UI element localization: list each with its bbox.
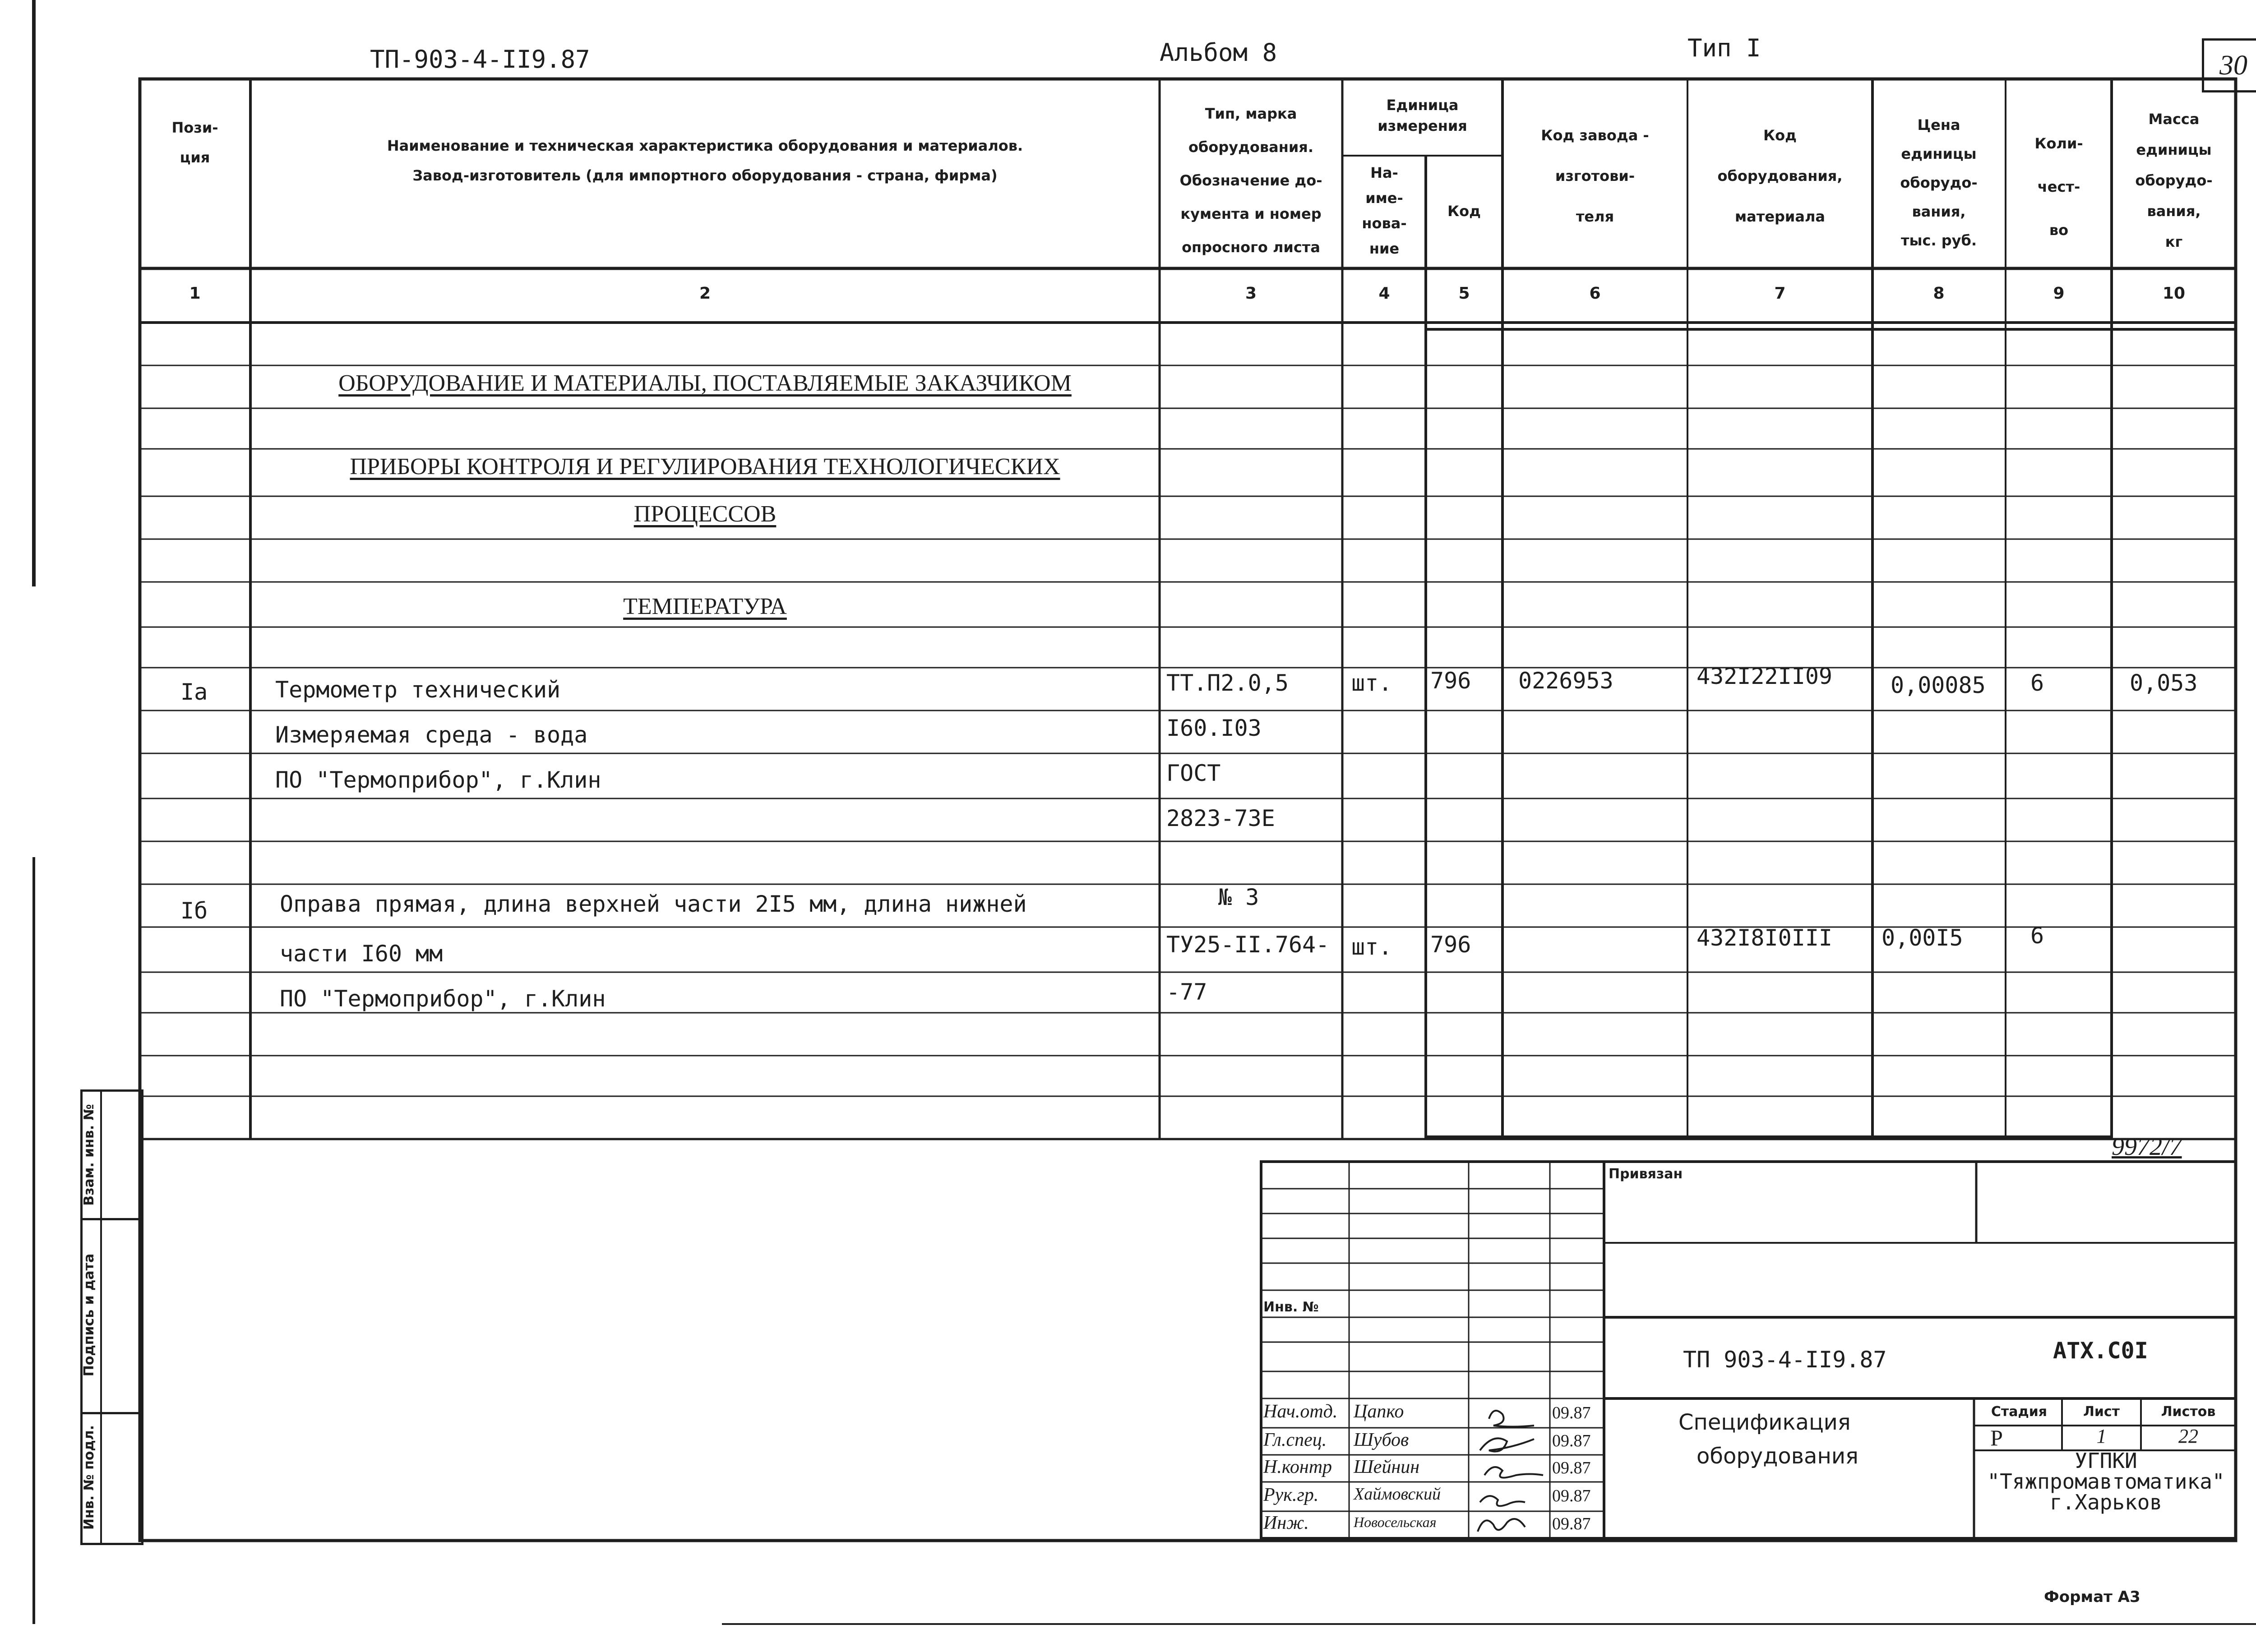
- item-name: части I60 мм: [280, 941, 443, 967]
- item-type: ГОСТ: [1166, 760, 1221, 786]
- signer-date: 09.87: [1552, 1431, 1591, 1450]
- col8-header-line: тыс. руб.: [1900, 232, 1977, 249]
- col8-header-line: вания,: [1912, 203, 1966, 220]
- item-price: 0,00085: [1891, 672, 1986, 698]
- col45-header-line: измерения: [1378, 117, 1467, 134]
- document-code: ТП-903-4-II9.87: [370, 45, 590, 74]
- col4-header-line: нова-: [1362, 215, 1407, 232]
- item-name: Измеряемая среда - вода: [275, 722, 588, 748]
- col2-header-line: Наименование и техническая характеристика оборудования и материалов.: [387, 137, 1023, 154]
- signer-date: 09.87: [1552, 1403, 1591, 1422]
- col3-header-line: Тип, марка: [1205, 105, 1297, 122]
- sheets-value: 22: [2178, 1425, 2198, 1447]
- signer-name: Цапко: [1354, 1401, 1404, 1422]
- col1-header-line: ция: [180, 149, 210, 166]
- col4-header-line: На-: [1370, 164, 1398, 181]
- type-label: Тип I: [1687, 34, 1761, 62]
- signer-role: Нач.отд.: [1263, 1401, 1338, 1422]
- side-label-signature-date: Подпись и дата: [81, 1253, 97, 1377]
- col6-header-line: изготови-: [1555, 167, 1635, 185]
- col9-header-line: чест-: [2037, 178, 2080, 195]
- item-position: Iб: [180, 898, 208, 924]
- column-number: 7: [1774, 284, 1786, 303]
- col7-header-line: материала: [1735, 208, 1825, 225]
- col45-header-line: Единица: [1386, 97, 1459, 114]
- item-type: -77: [1166, 979, 1207, 1005]
- item-unit-code: 796: [1430, 932, 1471, 958]
- item-unit: шт.: [1351, 670, 1392, 696]
- item-unit: шт.: [1351, 934, 1392, 960]
- col9-header-line: во: [2049, 221, 2069, 239]
- attached-label: Привязан: [1609, 1166, 1683, 1182]
- item-mass: 0,053: [2130, 670, 2198, 696]
- item-quantity: 6: [2030, 670, 2044, 696]
- col10-header-line: кг: [2165, 233, 2183, 250]
- col10-header-line: оборудо-: [2135, 172, 2213, 189]
- column-number: 3: [1245, 284, 1257, 303]
- section-heading: ОБОРУДОВАНИЕ И МАТЕРИАЛЫ, ПОСТАВЛЯЕМЫЕ ЗАКАЗЧИКОМ: [338, 370, 1072, 396]
- item-type: № 3: [1218, 884, 1259, 910]
- item-type: 2823-73Е: [1166, 805, 1275, 831]
- col4-header-line: ние: [1369, 240, 1400, 257]
- signature-scribbles: [1471, 1401, 1550, 1538]
- signer-name: Шейнин: [1354, 1457, 1420, 1477]
- col7-header-line: Код: [1763, 127, 1797, 144]
- column-number: 8: [1933, 284, 1945, 303]
- stage-value: Р: [1990, 1425, 2003, 1450]
- signer-date: 09.87: [1552, 1458, 1591, 1477]
- column-number: 4: [1378, 284, 1390, 303]
- col10-header-line: Масса: [2148, 111, 2200, 128]
- col3-header-line: опросного листа: [1182, 239, 1320, 256]
- col8-header-line: оборудо-: [1900, 174, 1978, 191]
- column-number: 2: [699, 284, 711, 303]
- item-type: ТТ.П2.0,5: [1166, 670, 1289, 696]
- signer-role: Инж.: [1263, 1513, 1309, 1533]
- item-plant-code: 0226953: [1518, 668, 1613, 694]
- signer-name: Хаймовский: [1354, 1485, 1441, 1504]
- item-type: I60.I03: [1166, 715, 1262, 741]
- signer-role: Рук.гр.: [1263, 1485, 1319, 1505]
- column-number: 9: [2053, 284, 2065, 303]
- signer-date: 09.87: [1552, 1514, 1591, 1533]
- item-unit-code: 796: [1430, 668, 1471, 694]
- item-position: Iа: [180, 679, 208, 705]
- section-heading: ПРИБОРЫ КОНТРОЛЯ И РЕГУЛИРОВАНИЯ ТЕХНОЛОГИЧЕСКИХ: [350, 454, 1060, 480]
- item-equipment-code: 432I22II09: [1697, 663, 1833, 689]
- sheet-value: 1: [2096, 1425, 2107, 1447]
- stage-label: Стадия: [1991, 1404, 2048, 1420]
- section-heading: ТЕМПЕРАТУРА: [623, 594, 787, 619]
- title-name-line1: Спецификация: [1678, 1410, 1851, 1435]
- title-mark: АТХ.C0I: [2053, 1338, 2148, 1364]
- col3-header-line: кумента и номер: [1180, 205, 1322, 222]
- title-name-line2: оборудования: [1697, 1444, 1858, 1469]
- inventory-stamp: 9972/7: [2112, 1133, 2182, 1161]
- item-type: ТУ25-II.764-: [1166, 932, 1330, 958]
- section-heading: ПРОЦЕССОВ: [633, 501, 777, 527]
- side-label-original-inventory: Инв. № подл.: [81, 1425, 97, 1530]
- organization: [1976, 1450, 2236, 1513]
- col1-header-line: Пози-: [171, 119, 218, 136]
- col3-header-line: Обозначение до-: [1179, 172, 1322, 189]
- col3-header-line: оборудования.: [1188, 138, 1313, 156]
- side-label-replacement: Взам. инв. №: [81, 1104, 97, 1206]
- signer-name: Новосельская: [1354, 1514, 1437, 1530]
- col2-header-line: Завод-изготовитель (для импортного оборудования - страна, фирма): [412, 167, 998, 184]
- col8-header-line: Цена: [1917, 116, 1960, 134]
- item-manufacturer: ПО "Термоприбор", г.Клин: [275, 767, 601, 793]
- column-number: 5: [1458, 284, 1470, 303]
- signer-date: 09.87: [1552, 1486, 1591, 1505]
- column-number: 1: [189, 284, 201, 303]
- item-name: Термометр технический: [275, 677, 561, 703]
- col9-header-line: Коли-: [2034, 135, 2083, 152]
- paper-format: Формат А3: [2044, 1588, 2140, 1606]
- col6-header-line: Код завода -: [1541, 127, 1649, 144]
- item-name: Оправа прямая, длина верхней части 2I5 мм, длина нижней: [280, 891, 1027, 917]
- title-document-code: ТП 903-4-II9.87: [1683, 1347, 1887, 1373]
- organization-line: "Тяжпромавтоматика": [1987, 1469, 2225, 1494]
- signer-name: Шубов: [1354, 1430, 1409, 1450]
- col6-header-line: теля: [1576, 208, 1614, 225]
- inventory-number-label: Инв. №: [1263, 1299, 1319, 1315]
- signer-role: Гл.спец.: [1263, 1430, 1327, 1450]
- item-equipment-code: 432I8I0III: [1697, 925, 1833, 951]
- col4-header-line: име-: [1365, 189, 1403, 207]
- sheet-corner-number: 30: [2219, 50, 2247, 81]
- col7-header-line: оборудования,: [1717, 167, 1843, 185]
- album-label: Альбом 8: [1160, 38, 1277, 67]
- sheets-label: Листов: [2161, 1404, 2216, 1420]
- organization-line: г.Харьков: [2049, 1490, 2163, 1514]
- signer-role: Н.контр: [1263, 1457, 1332, 1477]
- item-price: 0,00I5: [1882, 925, 1963, 951]
- column-number: 10: [2162, 284, 2186, 303]
- col10-header-line: единицы: [2136, 141, 2212, 158]
- sheet-label: Лист: [2083, 1404, 2120, 1420]
- column-number: 6: [1589, 284, 1601, 303]
- organization-line: УГПКИ: [2075, 1449, 2137, 1473]
- col5-header: Код: [1447, 203, 1481, 220]
- item-manufacturer: ПО "Термоприбор", г.Клин: [280, 986, 606, 1012]
- col8-header-line: единицы: [1901, 145, 1977, 162]
- col10-header-line: вания,: [2147, 203, 2201, 220]
- item-quantity: 6: [2030, 923, 2044, 949]
